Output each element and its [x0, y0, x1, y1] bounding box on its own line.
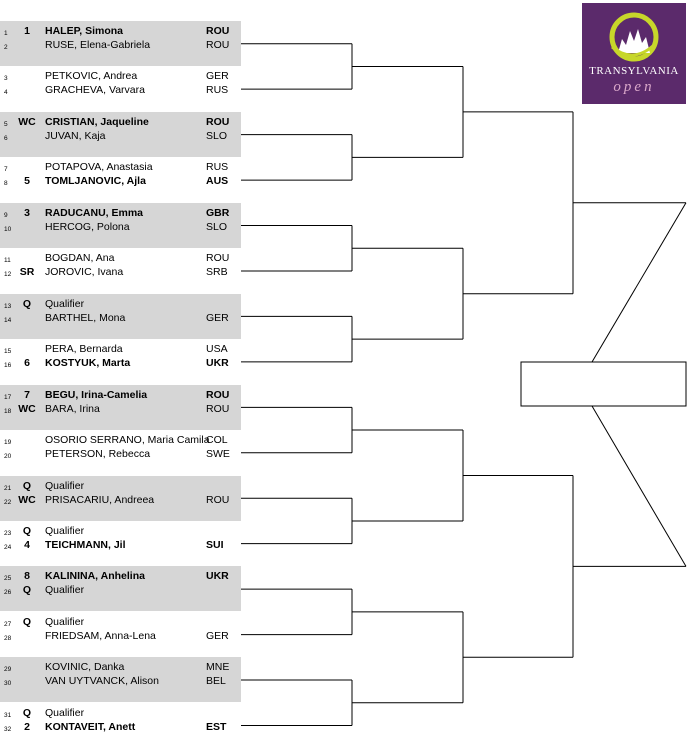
player-nation: SWE [206, 448, 230, 461]
player-nation: USA [206, 343, 228, 356]
bracket-line [592, 406, 686, 566]
draw-number: 12 [4, 271, 12, 279]
player-nation: ROU [206, 493, 230, 506]
bracket-line [592, 203, 686, 362]
player-nation: BEL [206, 675, 226, 688]
player-name: Qualifier [45, 479, 85, 492]
seed-label: 7 [24, 388, 30, 401]
player-nation: GBR [206, 206, 230, 219]
player-nation: ROU [206, 388, 230, 401]
player-name: HERCOG, Polona [45, 220, 130, 233]
draw-number: 27 [4, 620, 12, 628]
player-name: Qualifier [45, 297, 85, 310]
player-nation: SLO [206, 220, 228, 233]
seed-label: Q [22, 615, 32, 628]
player-name: KOVINIC, Danka [45, 661, 125, 674]
player-nation: SUI [206, 538, 224, 551]
draw-number: 25 [4, 575, 12, 583]
draw-number: 30 [4, 680, 12, 688]
draw-number: 11 [4, 257, 11, 265]
player-nation: SLO [206, 129, 228, 142]
logo-text-line2: open [613, 79, 655, 95]
seed-label: 8 [24, 570, 30, 583]
player-name: JOROVIC, Ivana [45, 266, 124, 279]
draw-number: 6 [4, 134, 8, 142]
seed-label: WC [18, 402, 36, 415]
seed-label: Q [22, 479, 32, 492]
player-name: GRACHEVA, Varvara [45, 84, 145, 97]
seed-label: SR [19, 266, 35, 279]
player-name: BARA, Irina [45, 402, 100, 415]
seed-label: Q [22, 524, 32, 537]
draw-number: 10 [4, 225, 12, 233]
seed-label: Q [22, 297, 32, 310]
player-nation: ROU [206, 252, 230, 265]
player-name: POTAPOVA, Anastasia [45, 161, 153, 174]
player-name: CRISTIAN, Jaqueline [45, 115, 149, 128]
draw-number: 19 [4, 439, 12, 447]
player-nation: GER [206, 70, 229, 83]
draw-number: 21 [4, 484, 12, 492]
seed-label: Q [22, 706, 32, 719]
player-nation: UKR [206, 357, 229, 370]
tournament-logo [582, 3, 686, 104]
draw-number: 29 [4, 666, 12, 674]
draw-number: 17 [4, 393, 12, 401]
draw-number: 14 [4, 316, 12, 324]
draw-number: 23 [4, 529, 12, 537]
draw-number: 16 [4, 362, 12, 370]
player-name: Qualifier [45, 615, 85, 628]
draw-number: 18 [4, 407, 12, 415]
player-name: BOGDAN, Ana [45, 252, 115, 265]
player-nation: ROU [206, 402, 230, 415]
player-nation: RUS [206, 84, 229, 97]
player-name: KONTAVEIT, Anett [45, 720, 136, 733]
player-nation: GER [206, 311, 229, 324]
seed-label: 5 [24, 175, 30, 188]
player-name: BARTHEL, Mona [45, 311, 126, 324]
logo-text-line1: TRANSYLVANIA [589, 65, 679, 77]
draw-number: 4 [4, 89, 8, 97]
player-name: VAN UYTVANCK, Alison [45, 675, 159, 688]
draw-number: 24 [4, 543, 12, 551]
player-nation: COL [206, 434, 228, 447]
player-name: Qualifier [45, 706, 85, 719]
player-name: FRIEDSAM, Anna-Lena [45, 629, 156, 642]
draw-number: 28 [4, 634, 12, 642]
player-name: KOSTYUK, Marta [45, 357, 131, 370]
draw-number: 26 [4, 589, 12, 597]
draw-number: 13 [4, 302, 12, 310]
seed-label: 3 [24, 206, 30, 219]
seed-label: 6 [24, 357, 30, 370]
draw-number: 2 [4, 44, 8, 51]
draw-number: 20 [4, 453, 12, 461]
player-name: PETERSON, Rebecca [45, 448, 151, 461]
draw-number: 5 [4, 120, 8, 128]
player-nation: ROU [206, 25, 230, 37]
player-nation: ROU [206, 115, 230, 128]
player-nation: EST [206, 720, 227, 733]
player-name: KALININA, Anhelina [45, 570, 145, 583]
player-name: JUVAN, Kaja [45, 129, 106, 142]
draw-number: 22 [4, 498, 12, 506]
player-nation: ROU [206, 39, 230, 51]
player-name: RADUCANU, Emma [45, 206, 144, 219]
draw-number: 1 [4, 30, 8, 37]
draw-number: 9 [4, 211, 8, 219]
draw-number: 15 [4, 348, 12, 356]
player-name: TOMLJANOVIC, Ajla [45, 175, 146, 188]
player-nation: RUS [206, 161, 229, 174]
player-name: HALEP, Simona [45, 25, 123, 37]
player-name: TEICHMANN, Jil [45, 538, 126, 551]
player-name: RUSE, Elena-Gabriela [45, 39, 151, 51]
player-name: BEGU, Irina-Camelia [45, 388, 148, 401]
champion-box [521, 362, 686, 406]
draw-number: 3 [4, 75, 8, 83]
seed-label: 1 [24, 25, 30, 37]
seed-label: 2 [24, 720, 30, 733]
player-nation: SRB [206, 266, 228, 279]
seed-label: Q [22, 584, 32, 597]
seed-label: 4 [24, 538, 30, 551]
player-name: PRISACARIU, Andreea [45, 493, 155, 506]
player-name: PERA, Bernarda [45, 343, 123, 356]
player-nation: AUS [206, 175, 229, 188]
player-nation: GER [206, 629, 229, 642]
seed-label: WC [18, 493, 36, 506]
seed-label: WC [18, 115, 36, 128]
draw-number: 7 [4, 166, 8, 174]
player-name: PETKOVIC, Andrea [45, 70, 138, 83]
draw-number: 8 [4, 180, 8, 188]
player-nation: MNE [206, 661, 230, 674]
player-name: Qualifier [45, 524, 85, 537]
draw-number: 31 [4, 711, 12, 719]
draw-number: 32 [4, 725, 12, 733]
player-name: Qualifier [45, 584, 85, 597]
player-nation: UKR [206, 570, 229, 583]
player-name: OSORIO SERRANO, Maria Camila [45, 434, 210, 447]
